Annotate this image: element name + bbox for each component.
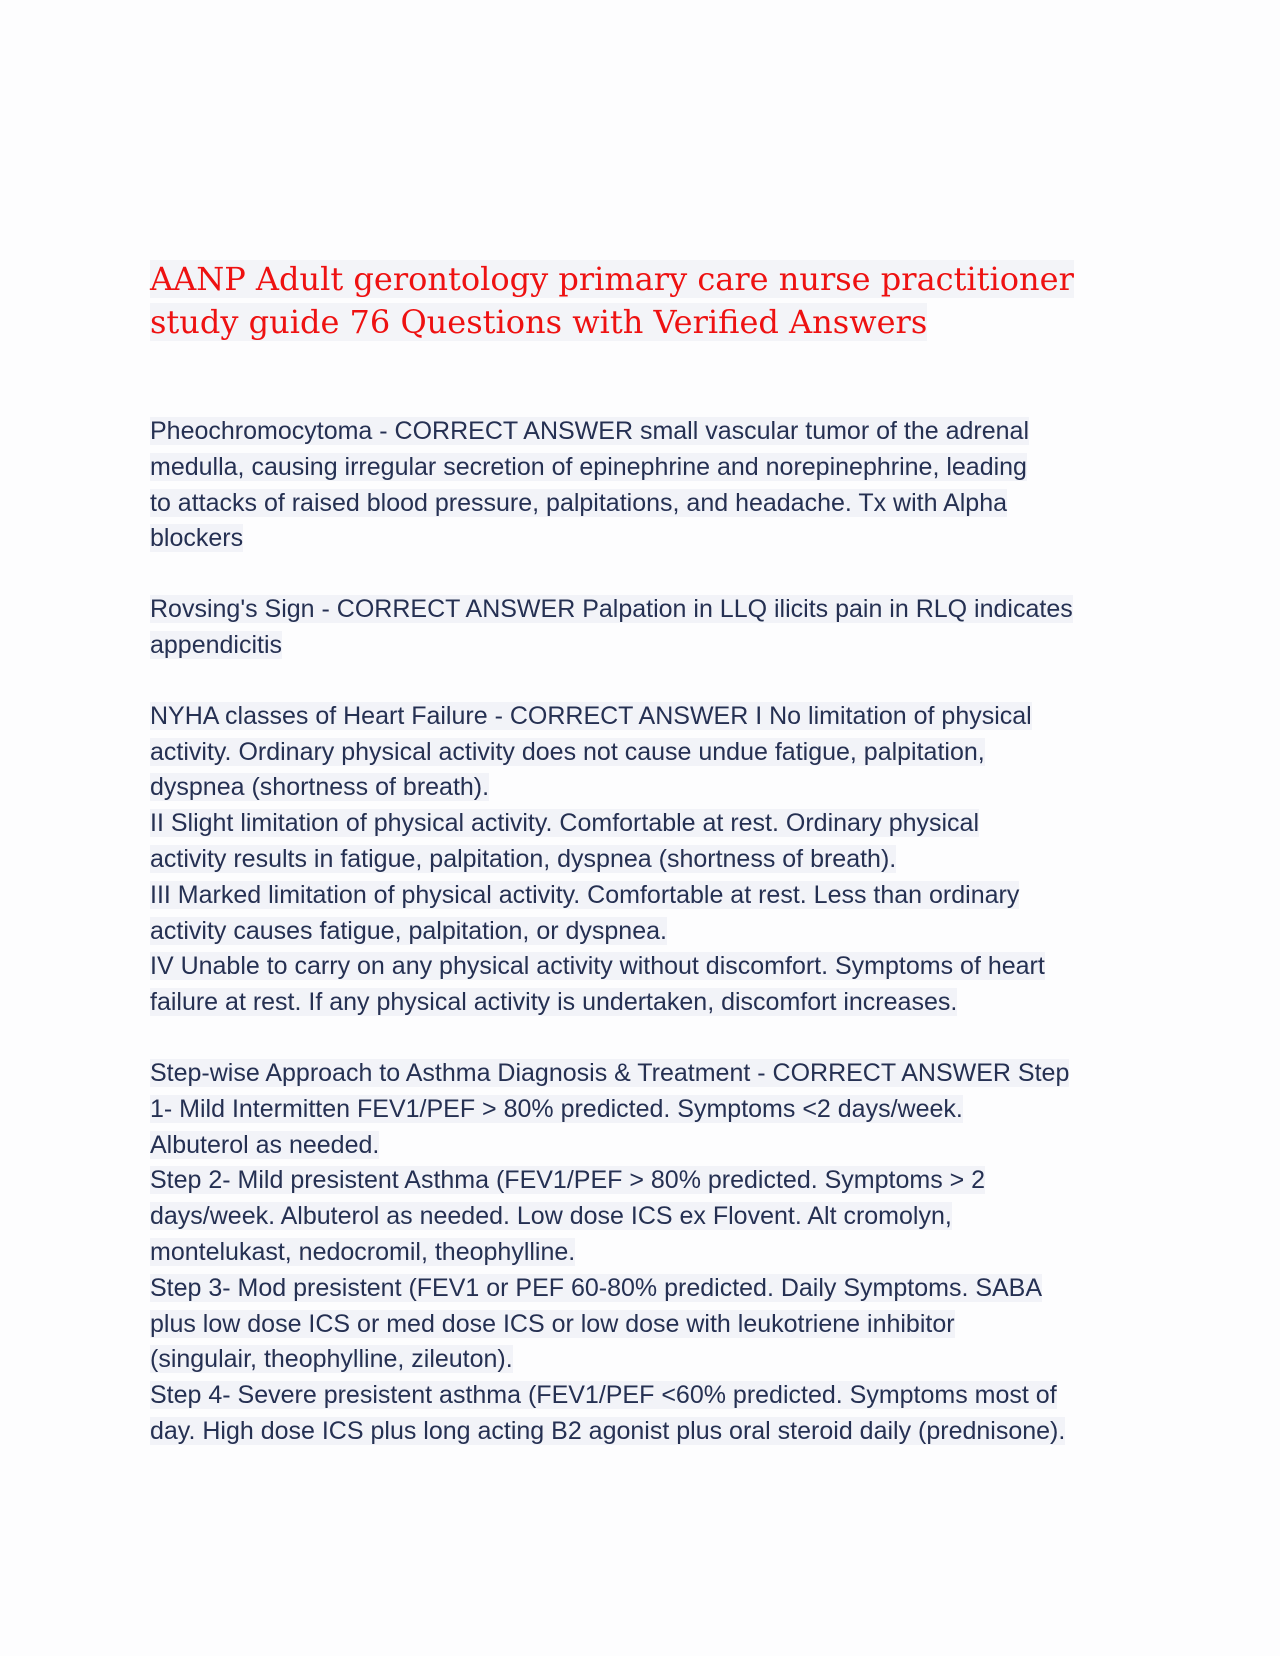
qa-entry-line: Pheochromocytoma - CORRECT ANSWER small vascular tumor of the adrenal [150, 417, 1030, 445]
qa-entry-line: activity causes fatigue, palpitation, or dyspnea. [150, 916, 667, 945]
qa-entry-rovsings-sign [150, 592, 1135, 664]
qa-entry-line: dyspnea (shortness of breath). [150, 773, 490, 802]
qa-entry-line: blockers [150, 524, 244, 553]
document-title [150, 258, 1135, 344]
qa-entry-line: Step 3- Mod presistent (FEV1 or PEF 60-80% predicted. Daily Symptoms. SABA [150, 1273, 1043, 1302]
qa-entry-line: 1- Mild Intermitten FEV1/PEF > 80% predicted. Symptoms <2 days/week. [150, 1094, 963, 1123]
qa-entry-line: IV Unable to carry on any physical activity without discomfort. Symptoms of heart [150, 952, 1045, 981]
qa-entry-line: days/week. Albuterol as needed. Low dose ICS ex Flovent. Alt cromolyn, [150, 1202, 952, 1231]
qa-entry-line: Step-wise Approach to Asthma Diagnosis & Treatment - CORRECT ANSWER Step [150, 1058, 1070, 1087]
qa-entry-pheochromocytoma [150, 414, 1135, 557]
document-title-line: AANP Adult gerontology primary care nurse practitioner [150, 260, 1074, 298]
qa-entry-line: NYHA classes of Heart Failure - CORRECT ANSWER I No limitation of physical [150, 701, 1032, 730]
qa-entry-asthma-stepwise [150, 1056, 1135, 1450]
qa-entry-nyha-classes [150, 699, 1135, 1021]
qa-entry-line: activity. Ordinary physical activity does not cause undue fatigue, palpitation, [150, 737, 985, 766]
qa-entry-line: Step 2- Mild presistent Asthma (FEV1/PEF > 80% predicted. Symptoms > 2 [150, 1166, 986, 1195]
qa-entry-line: Step 4- Severe presistent asthma (FEV1/PEF <60% predicted. Symptoms most of [150, 1381, 1057, 1410]
qa-entry-line: Albuterol as needed. [150, 1130, 380, 1159]
qa-entry-line: day. High dose ICS plus long acting B2 agonist plus oral steroid daily (prednisone). [150, 1416, 1066, 1445]
qa-entry-line: II Slight limitation of physical activity. Comfortable at rest. Ordinary physical [150, 809, 980, 838]
qa-entry-line: to attacks of raised blood pressure, palpitations, and headache. Tx with Alpha [150, 488, 1008, 517]
qa-entry-line: failure at rest. If any physical activity is undertaken, discomfort increases. [150, 988, 958, 1017]
qa-entry-line: montelukast, nedocromil, theophylline. [150, 1237, 576, 1266]
document-title-line: study guide 76 Questions with Verified Answers [150, 303, 928, 341]
qa-entry-line: (singulair, theophylline, zileuton). [150, 1345, 513, 1374]
qa-entry-line: medulla, causing irregular secretion of epinephrine and norepinephrine, leading [150, 452, 1027, 481]
qa-entries [150, 414, 1135, 1450]
qa-entry-line: appendicitis [150, 630, 283, 659]
qa-entry-line: Rovsing's Sign - CORRECT ANSWER Palpation in LLQ ilicits pain in RLQ indicates [150, 595, 1073, 624]
qa-entry-line: activity results in fatigue, palpitation, dyspnea (shortness of breath). [150, 844, 897, 873]
document-content [150, 258, 1135, 1485]
qa-entry-line: plus low dose ICS or med dose ICS or low dose with leukotriene inhibitor [150, 1309, 955, 1338]
qa-entry-line: III Marked limitation of physical activity. Comfortable at rest. Less than ordinary [150, 880, 1020, 909]
